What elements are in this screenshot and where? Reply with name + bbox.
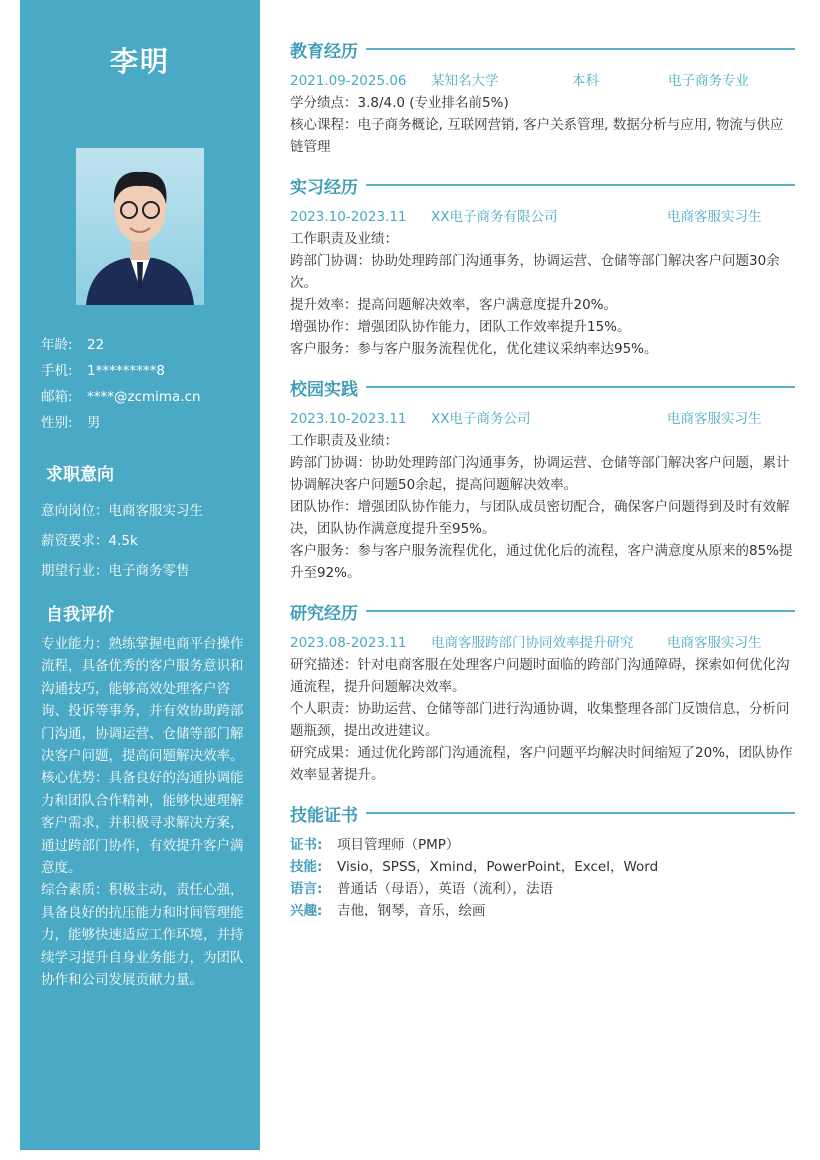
section-heading: 校园实践 [290,374,795,400]
campus-meta: 2023.10-2023.11 XX电子商务公司 电商客服实习生 [290,411,762,427]
edu-line: 学分绩点：3.8/4.0 (专业排名前5%) [290,95,509,111]
campus-line: 团队协作：增强团队协作能力，与团队成员密切配合，确保客户问题得到及时有效解决，团队协作满意度提升至95%。 [290,499,790,537]
skill-hobby: 兴趣: 吉他，钢琴，音乐，绘画 [290,903,486,919]
divider [366,610,795,612]
campus-line: 客户服务：参与客户服务流程优化，通过优化后的流程，客户满意度从原来的85%提升至92%。 [290,543,793,581]
skill-language: 语言: 普通话（母语），英语（流利），法语 [290,881,553,897]
self-eval-item: 专业能力：熟练掌握电商平台操作流程，具备优秀的客户服务意识和沟通技巧，能够高效处理客户咨询、投诉等事务，并有效协助跨部门沟通，协调运营、仓储等部门解决客户问题，提高问题解决效率。 [41,636,244,765]
campus-line: 跨部门协调：协助处理跨部门沟通事务，协调运营、仓储等部门解决客户问题，累计协调解决客户问题50余起，提高问题解决效率。 [290,455,790,493]
self-eval-heading: 自我评价 [46,605,114,625]
main-content [290,36,795,936]
research-line: 个人职责：协助运营、仓储等部门进行沟通协调，收集整理各部门反馈信息，分析问题瓶颈，提出改进建议。 [290,701,790,739]
basic-info [41,332,201,436]
section-heading: 研究经历 [290,598,795,624]
education-meta: 2021.09-2025.06 某知名大学 本科 电子商务专业 [290,73,749,89]
intern-line: 工作职责及业绩： [290,231,398,247]
self-eval [41,633,246,992]
info-gender: 性别: 男 [41,415,101,431]
skill-tools: 技能: Visio，SPSS，Xmind，PowerPoint，Excel，Word [290,859,659,875]
info-age: 年龄: 22 [41,337,105,353]
section-heading: 技能证书 [290,800,795,826]
section-heading: 教育经历 [290,36,795,62]
research-line: 研究成果：通过优化跨部门沟通流程，客户问题平均解决时间缩短了20%，团队协作效率显著提升。 [290,745,793,783]
candidate-name: 李明 [109,45,170,78]
info-email: 邮箱: ****@zcmima.cn [41,389,201,405]
section-heading: 实习经历 [290,172,795,198]
edu-line: 核心课程：电子商务概论, 互联网营销, 客户关系管理, 数据分析与应用, 物流与供应链管理 [290,117,784,155]
divider [366,386,795,388]
research-section [290,598,795,786]
sidebar [20,0,260,1150]
info-phone: 手机: 1*********8 [41,363,165,379]
internship-section [290,172,795,360]
self-eval-item: 核心优势：具备良好的沟通协调能力和团队合作精神，能够快速理解客户需求，并积极寻求解决方案，通过跨部门协作，有效提升客户满意度。 [41,770,244,877]
divider [366,184,795,186]
intern-line: 提升效率：提高问题解决效率，客户满意度提升20%。 [290,297,618,313]
job-intent-heading: 求职意向 [46,465,114,485]
internship-meta: 2023.10-2023.11 XX电子商务有限公司 电商客服实习生 [290,209,762,225]
job-intent [41,496,203,586]
intern-line: 增强协作：增强团队协作能力，团队工作效率提升15%。 [290,319,631,335]
campus-line: 工作职责及业绩： [290,433,398,449]
profile-photo [76,148,204,305]
research-line: 研究描述：针对电商客服在处理客户问题时面临的跨部门沟通障碍，探索如何优化沟通流程，提升问题解决效率。 [290,657,790,695]
divider [366,48,795,50]
campus-section [290,374,795,584]
intern-line: 跨部门协调：协助处理跨部门沟通事务，协调运营、仓储等部门解决客户问题30余次。 [290,253,780,291]
skills-section [290,800,795,922]
research-meta: 2023.08-2023.11 电商客服跨部门协同效率提升研究 电商客服实习生 [290,635,762,651]
job-position: 意向岗位：电商客服实习生 [41,503,203,519]
divider [366,812,795,814]
intern-line: 客户服务：参与客户服务流程优化，优化建议采纳率达95%。 [290,341,658,357]
job-industry: 期望行业：电子商务零售 [41,563,190,579]
skill-cert: 证书: 项目管理师（PMP） [290,837,460,853]
self-eval-item: 综合素质：积极主动，责任心强，具备良好的抗压能力和时间管理能力，能够快速适应工作环境，并持续学习提升自身业务能力，为团队协作和公司发展贡献力量。 [41,882,244,989]
job-salary: 薪资要求：4.5k [41,533,138,549]
education-section [290,36,795,158]
